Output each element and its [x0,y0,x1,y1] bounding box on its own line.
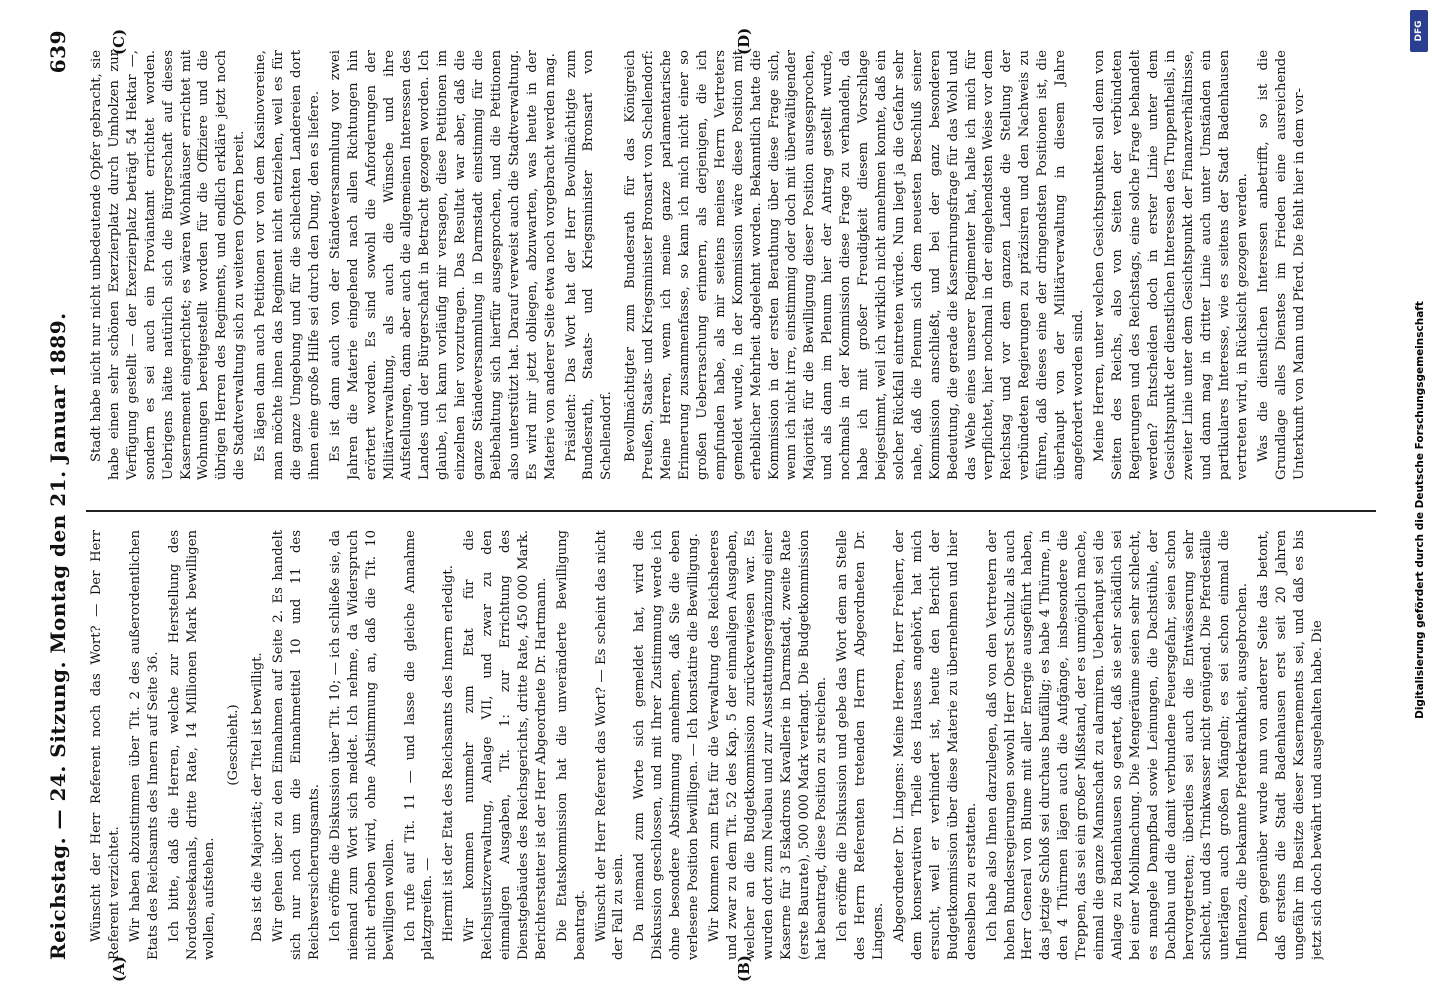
margin-marker-d: (D) [735,27,753,55]
margin-marker-c: (C) [110,28,128,55]
paragraph: Wünscht der Herr Referent noch das Wort? — Der Herr Referent verzichtet. [89,530,122,960]
paragraph: Wir kommen nunmehr zum Etat für die Reichsjustizverwaltung, Anlage VII, und zwar zu den einmaligen Ausgaben, Tit. 1: zur Errichtung des Dienstgebäudes des Reichsgerichts, dritte Rate, 450 000 Mark. Berichterstatter ist der Herr Abgeordnete Dr. Hartmann. [462,530,549,960]
right-column [88,50,1388,480]
credit-text: Digitalisierung gefördert durch die Deutsche Forschungsgemeinschaft [1414,301,1426,719]
column-divider [86,510,1376,512]
paragraph: Stadt habe nicht nur nicht unbedeutende Opfer gebracht, sie habe einen sehr schönen Exerzierplatz durch Umholzen zur Verfügung gestellt — der Exerzierplatz beträgt 54 Hektar —, sondern es sei auch ein Proviantamt errichtet worden. Uebrigens hätte natürlich sich die Bürgerschaft auf dieses Kasernement eingerichtet; es wären Wohnhäuser errichtet mit Wohnungen bereitgestellt worden für die Offiziere und die übrigen Herren des Regiments, und endlich erkläre jetzt noch die Stadtverwaltung sich zu weiteren Opfern bereit. [89,50,248,480]
speech-paragraph: Abgeordneter Dr. Lingens: Meine Herren, Herr Freiherr, der dem konservativen Theile des Hauses angehört, hat mich ersucht, weil er verhindert ist, heute den Bericht der Budgetkommission über diese Materie zu übernehmen und hier denselben zu erstatten. [892,530,979,960]
paragraph: Es ist dann auch von der Ständeversammlung vor zwei Jahren die Materie eingehend nach allen Richtungen hin erörtert worden. Es sind sowohl die Anforderungen der Militärverwaltung, als auch die Wünsche und ihre Aufstellungen, dann aber auch die allgemeinen Interessen des Landes und der Bürgerschaft in Betracht gezogen worden. Ich glaube, ich kann vorläufig mir versagen, diese Petitionen im einzelnen hier vorzutragen. Das Resultat war aber, daß die ganze Ständeversammlung in Darmstadt einstimmig für die Beibehaltung sich hierfür ausgesprochen, und die Petitionen also unterstützt hat. Darauf verweist auch die Stadtverwaltung. Es wird mir jetzt obliegen, abzuwarten, was heute in der Materie von anderer Seite etwa noch vorgebracht werden mag. [327,50,558,480]
paragraph: Wir gehen über zu den Einnahmen auf Seite 2. Es handelt sich nur noch um die Einnahmetitel 10 und 11 des Reichsversicherungsamts. [271,530,322,960]
paragraph: Was die dienstlichen Interessen anbetrifft, so ist die Grundlage alles Dienstes im Frieden eine ausreichende Unterkunft von Mann und Pferd. Die fehlt hier in dem vor- [1256,50,1307,480]
speaker-paragraph: Präsident: Das Wort hat der Herr Bevollmächtigte zum Bundesrath, Staats- und Kriegsminister Bronsart von Schellendorf. [563,50,615,480]
paragraph: Die Etatskommission hat die unveränderte Bewilligung beantragt. [554,530,588,960]
paragraph: Es lägen dann auch Petitionen vor von dem Kasinovereine, man möchte ihnen das Regiment nicht entziehen, weil es für die ganze Umgebung und für die schlechten Landereien dort ihnen eine große Hilfe sei durch den Dung, den es liefere. [253,50,322,480]
paragraph: Ich eröffne die Diskussion über Tit. 10; — ich schließe sie, da niemand zum Wort sich meldet. Ich nehme, da Widerspruch nicht erhoben wird, ohne Abstimmung an, daß die Tit. 10 bewilligen wollen. [327,530,397,960]
dfg-logo [1410,10,1428,52]
paragraph: Wir kommen zum Etat für die Verwaltung des Reichsheeres und zwar zu dem Tit. 52 des Kap. 5 der einmaligen Ausgaben, welcher an die Budgetkommission zurückverwiesen war. Es wurden dort zum Neubau und zur Ausstattungsergänzung einer Kaserne für 3 Eskadrons Kavallerie in Darmstadt, zweite Rate (erste Baurate), 500 000 Mark verlangt. Die Budgetkommission hat beantragt, diese Position zu streichen. [707,530,830,960]
paragraph: Wir haben abzustimmen über Tit. 2 des außerordentlichen Etats des Reichsamts des Innern auf Seite 36. [127,530,161,960]
paragraph: Hiermit ist der Etat des Reichsamts des Innern erledigt. [441,565,457,942]
margin-marker-a: (A) [110,956,128,982]
paragraph: Meine Herren, unter welchen Gesichtspunkten soll denn von Seiten des Reichs, also von Seiten der verbündeten Regierungen und des Reichstags, eine solche Frage behandelt werden? Entscheiden doch in erster Linie unter dem Gesichtspunkt der dienstlichen Interessen des Truppentheils, in zweiter Linie unter dem Gesichtspunkt der Finanzverhältnisse, und dann mag in dritter Linie auch unter Umständen ein partikulares Interesse, wie es seitens der Stadt Badenhausen vertreten wird, in Rücksicht gezogen werden. [1091,50,1251,480]
paragraph: Ich habe also Ihnen darzulegen, daß von den Vertretern der hohen Bundesregierungen sowohl Herr Oberst Schulz als auch Herr General von Blume mit aller Energie ausgeführt haben, das jetzige Schloß sei durchaus baufällig; es habe 4 Thürme, in den 4 Thürmen lägen auch die Aufgänge, insbesondere die Treppen, das sei ein großer Mißstand, der es unmöglich mache, einmal die ganze Mannschaft zu alarmiren. Ueberhaupt sei die Anlage zu Badenhausen so geartet, daß sie sehr schädlich sei bei einer Mobilmachung. Die Mengeräume seien sehr schlecht, es mangele Dampfbad sowie Leinungen, die Dachstühle, der Dachbau und die damit verbundene Feuersgefahr, seien schon hervorgetreten; überdies sei auch die Entwässerung sehr schlecht, und das Trinkwasser nicht genügend. Die Pferdeställe unterlägen auch großen Mängeln; es sei schon einmal die Influenza, die bekannte Pferdekrankheit, ausgebrochen. [984,530,1251,960]
page-header [46,30,76,960]
paragraph: Wünscht der Herr Referent das Wort? — Es scheint das nicht der Fall zu sein. [593,530,627,960]
stage-direction: (Geschieht.) [226,704,242,786]
page-number: 639 [46,30,70,74]
logo-text: DFG [1414,20,1424,42]
paragraph: Dem gegenüber wurde nun von anderer Seite das betont, daß erstens die Stadt Badenhausen erst seit 20 Jahren ungefähr im Besitze dieser Kasernements sei, und daß es bis jetzt sich doch bewährt und ausgehalten habe. Die [1256,530,1325,960]
digitization-credit [1410,40,1430,980]
paragraph: Das ist die Majorität; der Titel ist bewilligt. [250,652,266,942]
page-title: Reichstag. — 24. Sitzung. Montag den 21. Januar 1889. [46,312,70,960]
left-column [88,530,1388,960]
speech-paragraph: Bevollmächtigter zum Bundesrath für das Königreich Preußen, Staats- und Kriegsminister Bronsart von Schellendorf: Meine Herren, wenn ich meine ganze parlamentarische Erinnerung zusammenfasse, so kann ich mich nicht einer so großen Ueberraschung erinnern, als derjenigen, die ich empfunden habe, als mir seitens meines Herrn Vertreters gemeldet wurde, in der Kommission wäre diese Position mit erheblicher Mehrheit abgelehnt worden. Bekanntlich hatte die Kommission in der ersten Berathung über diese Frage sich, wenn ich nicht irre, einstimmig oder doch mit überwältigender Majorität für die Bewilligung dieser Position ausgesprochen, und als dann im Plenum hier der Antrag gestellt wurde, nochmals in der Kommission diese Frage zu verhandeln, da habe ich mit großer Freudigkeit diesem Vorschlage beigestimmt, weil ich wirklich nicht annehmen konnte, daß ein solcher Rückfall eintreten würde. Nun liegt ja die Gefahr sehr nahe, daß die Plenum sich dem neuesten Beschluß seiner Kommission anschließt, und bei der ganz besonderen Bedeutung, die gerade die Kasernirungsfrage für das Wohl und das Wehe eines unserer Regimenter hat, halte ich mich für verpflichtet, hier nochmal in der eingehendsten Weise vor dem Reichstag und vor dem ganzen Lande die Stellung der verbündeten Regierungen zu präzisiren und den Nachweis zu führen, daß dieses eine der dringendsten Positionen ist, die überhaupt von der Militärverwaltung in diesem Jahre angefordert worden sind. [623,50,1086,480]
paragraph: Da niemand zum Worte sich gemeldet hat, wird die Diskussion geschlossen, und mit Ihrer Zustimmung werde ich ohne besondere Abstimmung annehmen, daß Sie die eben verlesene Position bewilligen. — Ich konstatire die Bewilligung. [632,530,702,960]
paragraph: Ich rufe auf Tit. 11 — und lasse die gleiche Annahme platzgreifen. — [402,530,436,960]
paragraph: Ich eröffne die Diskussion und gebe das Wort dem an Stelle des Herrn Referenten tretenden Herrn Abgeordneten Dr. Lingens. [835,530,887,960]
paragraph: Ich bitte, daß die Herren, welche zur Herstellung des Nordostseekanals, dritte Rate, 14 Millionen Mark bewilligen wollen, aufstehen. [166,530,218,960]
margin-marker-b: (B) [735,955,753,982]
